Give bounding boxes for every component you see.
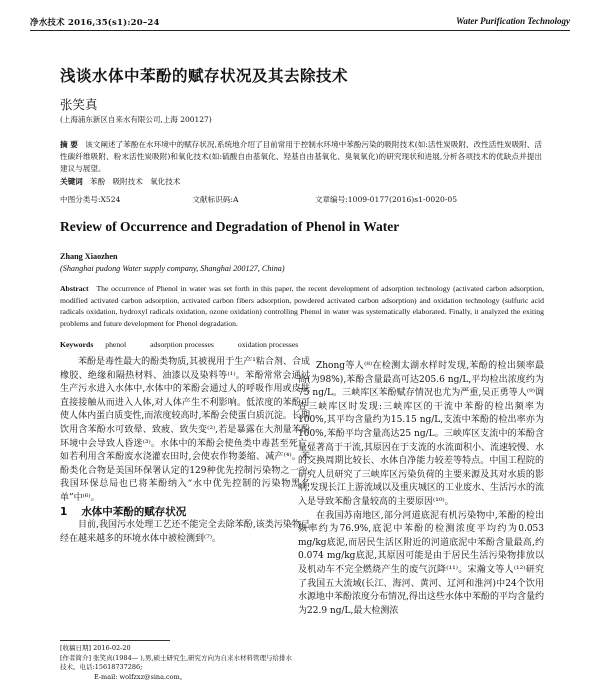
body-paragraph: 目前,我国污水处理工艺还不能完全去除苯酚,该类污染物已经在越来越多的环境水体中被检测到⁽⁷⁾。 xyxy=(60,520,310,544)
keyword-en: oxidation processes xyxy=(237,340,299,349)
english-keywords-label: Keywords xyxy=(60,340,94,349)
english-abstract-text: The occurrence of Phenol in water was set forth in this paper, the recent development of adsorption technology (activated carbon adsorption, modified activated carbon adsorption, activated carbon fibers adsorption, powdered activated carbon adsorption) and oxidation technology (sulfuric acid radicals oxidation, hydroxyl radicals oxidation, ozone oxidation) controlling Phenol in water was systematically elaborated. Finally, it analyzed the exiting problems and future development for Phenol degradation. xyxy=(60,284,544,328)
english-abstract xyxy=(60,283,544,329)
body-paragraph: 苯酚是毒性最大的酚类物质,其被视用于生产¹粘合剂、合成橡胶、绝缘和隔热材料、油漆以及染料等⁽¹⁾。苯酚常常会通过生产污水进入水体中,水体中的苯酚会通过人的呼吸作用或皮肤直接接触从而进入人体,对人体产生不利影响。低浓度的苯酚可使人体内蛋白质变性,而浓度较高时,苯酚会使蛋白质沉淀。长期饮用含苯酚水可致晕、致疲、致失变⁽²⁾,若是暴露在大剂量苯酚环境中会导致人昏迷⁽³⁾。水体中的苯酚会使鱼类中毒甚至死亡,如若利用含苯酚废水浇灌农田时,会使农作物萎缩、减产⁽⁴⁾。苯酚类化合物是美国环保署认定的129种优先控制污染物之一⁽⁵⁾,我国环保总局也已将苯酚纳入“水中优先控制的污染物黑名单”中⁽⁶⁾。 xyxy=(60,357,310,503)
body-paragraph: 在我国苏南地区,部分河道底泥有机污染物中,苯酚的检出频率约为76.9%,底泥中苯酚的检测浓度平均约为0.053 mg/kg底泥,而居民生活区附近的河道底泥中苯酚含量最高,约0.074 mg/kg底泥,其原因可能是由于居民生活污染物排放以及机动车不完全燃烧产生的废气沉降⁽¹¹⁾。宋瀚文等人⁽¹²⁾研究了我国五大流域(长江、海河、黄河、辽河和淮河)中24个饮用水源地中苯酚浓度分布情况,得出这些水体中苯酚的平均含量约为22.9 ng/L,最大检测浓 xyxy=(298,510,544,616)
english-keywords xyxy=(60,340,320,349)
body-column-left xyxy=(60,356,310,546)
keywords-label: 关键词 xyxy=(60,176,83,186)
doc-code: 文献标识码:A xyxy=(192,195,239,204)
affiliation: (上海浦东新区自来水有限公司,上海 200127) xyxy=(60,115,212,124)
keyword-en: phenol xyxy=(105,340,127,349)
author-bio: [作者简介] 张笑真(1984— ),男,硕士研究生,研究方向为自来水材料管理与给排水技术。电话:15618737286; xyxy=(60,653,293,671)
footnote-rule xyxy=(60,640,170,641)
section-title: 水体中苯酚的赋存状况 xyxy=(81,505,187,518)
keyword-en: adsorption processes xyxy=(150,340,214,349)
classification-line xyxy=(60,194,542,205)
keyword: 吸附技术 xyxy=(112,176,143,186)
english-title: Review of Occurrence and Degradation of Phenol in Water xyxy=(60,219,400,234)
body-paragraph: Zhong等人⁽⁸⁾在检测太湖水样时发现,苯酚的检出频率最高(为98%),苯酚含量最高可达205.6 ng/L,平均检出浓度约为75 ng/L。三峡库区苯酚赋存情况也尤为严重,吴正勇等人⁽⁹⁾调查三峡库区时发现:三峡库区的干流中苯酚的检出频率为100%,其平均含量约为15.15 ng/L,支流中苯酚的检出率亦为100%,苯酚平均含量高达25 ng/L。三峡库区支流中的苯酚含量显著高于干流,其原因在于支流的水流面积小、流速较慢、水的交换周期比较长、水体自净能力较差等特点。中国工程院的研究人员研究了三峡库区污染负荷的主要来源及其对水质的影响,发现长江上游流域以及重庆城区的工业废水、生活污水的流入是导致苯酚含量较高的主要原因⁽¹⁰⁾。 xyxy=(298,361,544,507)
received-date: [收稿日期] 2016-02-20 xyxy=(60,644,131,652)
english-abstract-label: Abstract xyxy=(60,284,89,293)
header-rule xyxy=(30,30,570,31)
author-name: 张笑真 xyxy=(60,97,98,112)
journal-citation: 净水技术 2016,35(s1):20–24 xyxy=(30,18,160,28)
abstract-cn xyxy=(60,139,542,188)
keyword: 苯酚 xyxy=(90,176,106,186)
abstract-text: 该文阐述了苯酚在水环境中的赋存状况,系统地介绍了目前常用于控制水环境中苯酚污染的吸附技术(如:活性炭吸附、改性活性炭吸附、活性碳纤维吸附、粉末活性炭吸附)和氧化技术(如:硫酸自由基氧化、羟基自由基氧化、臭氧氧化)的研究现状和进展,分析各项技术的优缺点并提出建议与展望。 xyxy=(60,140,542,174)
keyword: 氧化技术 xyxy=(150,176,181,186)
english-affiliation: (Shanghai pudong Water supply company, Shanghai 200127, China) xyxy=(60,264,285,273)
footnote xyxy=(60,640,296,682)
article-number: 文章编号:1009-0177(2016)s1-0020-05 xyxy=(314,195,458,204)
paper-title: 浅谈水体中苯酚的赋存状况及其去除技术 xyxy=(60,67,349,85)
section-heading xyxy=(60,506,310,520)
clc-number: 中图分类号:X524 xyxy=(60,195,121,204)
english-author: Zhang Xiaozhen xyxy=(60,252,118,261)
section-number: 1 xyxy=(60,505,68,518)
keywords-cn xyxy=(60,176,542,188)
running-header xyxy=(30,10,570,34)
body-column-right xyxy=(298,360,544,618)
journal-name-en: Water Purification Technology xyxy=(455,16,570,26)
abstract-label: 摘 要 xyxy=(60,140,78,149)
author-email: E-mail: wolfzxz@sina.com。 xyxy=(94,672,187,681)
